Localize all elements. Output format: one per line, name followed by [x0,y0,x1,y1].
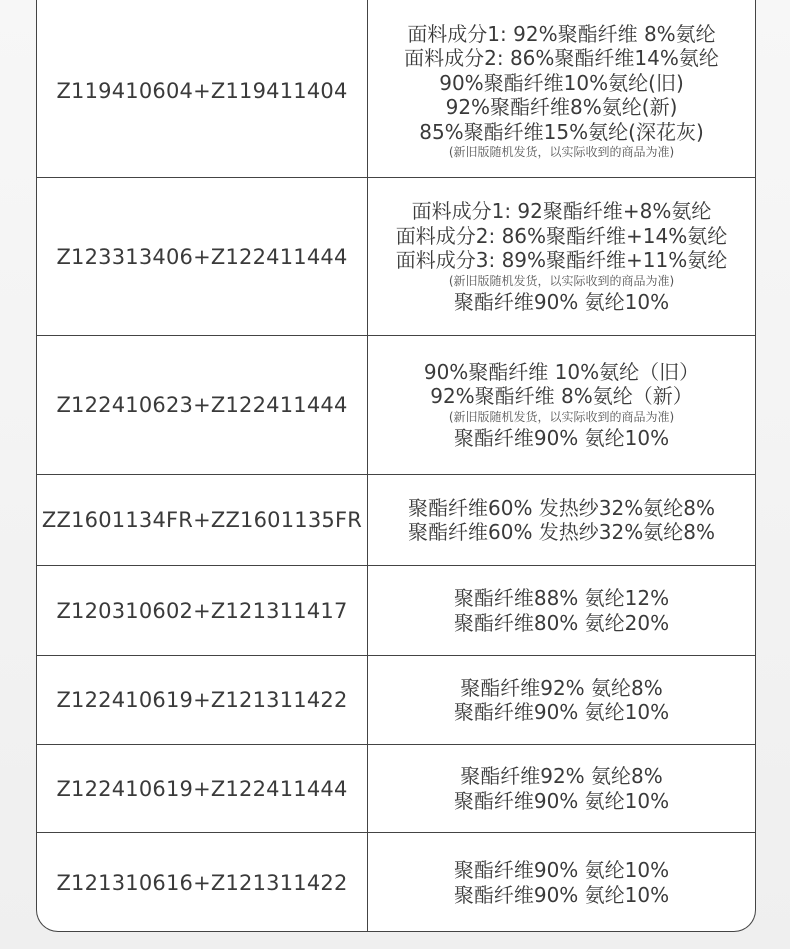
fabric-composition-cell [368,833,755,932]
table-row [37,745,755,833]
composition-line: 聚酯纤维90% 氨纶10% [453,882,670,907]
fabric-composition-cell [368,656,755,744]
composition-line: 聚酯纤维92% 氨纶8% [460,764,663,788]
composition-line: 聚酯纤维90% 氨纶10% [453,788,670,813]
composition-line: 面料成分2: 86%聚酯纤维+14%氨纶 [395,223,728,248]
composition-line: 面料成分1: 92%聚酯纤维 8%氨纶 [407,21,716,46]
model-number-cell: ZZ1601134FR+ZZ1601135FR [37,475,368,565]
fabric-composition-table [36,0,756,932]
model-number-cell: Z122410623+Z122411444 [37,336,368,474]
table-row [37,336,755,475]
table-row [37,566,755,656]
table-row [37,656,755,745]
composition-line: 聚酯纤维92% 氨纶8% [460,675,663,700]
composition-line: 聚酯纤维90% 氨纶10% [453,289,670,314]
fabric-composition-cell [368,336,755,474]
composition-line: 聚酯纤维90% 氨纶10% [453,858,670,882]
composition-line: 聚酯纤维90% 氨纶10% [453,425,670,450]
composition-line: 聚酯纤维60% 发热纱32%氨纶8% [408,520,715,544]
table-row [37,475,755,566]
fabric-composition-cell [368,745,755,832]
composition-line: 聚酯纤维80% 氨纶20% [453,610,670,635]
model-number-cell: Z120310602+Z121311417 [37,566,368,655]
table-row [37,0,755,178]
shipping-note: (新旧版随机发货，以实际收到的商品为准) [448,145,675,160]
shipping-note: (新旧版随机发货，以实际收到的商品为准) [448,273,675,288]
model-number-cell: Z122410619+Z121311422 [37,656,368,744]
table-row [37,178,755,336]
composition-line: 面料成分2: 86%聚酯纤维14%氨纶 [404,46,719,71]
composition-line: 聚酯纤维60% 发热纱32%氨纶8% [408,495,715,520]
composition-line: 面料成分3: 89%聚酯纤维+11%氨纶 [395,248,728,272]
shipping-note: (新旧版随机发货，以实际收到的商品为准) [448,409,675,424]
fabric-composition-cell [368,475,755,565]
table-row [37,833,755,932]
fabric-composition-cell [368,178,755,335]
composition-line: 92%聚酯纤维8%氨纶(新) [445,95,678,120]
model-number-cell: Z119410604+Z119411404 [37,0,368,177]
composition-line: 90%聚酯纤维10%氨纶(旧) [439,70,684,95]
model-number-cell: Z123313406+Z122411444 [37,178,368,335]
composition-line: 聚酯纤维90% 氨纶10% [453,700,670,724]
composition-line: 面料成分1: 92聚酯纤维+8%氨纶 [411,199,712,223]
composition-line: 85%聚酯纤维15%氨纶(深花灰) [419,119,704,144]
composition-line: 聚酯纤维88% 氨纶12% [453,586,670,610]
fabric-composition-cell [368,0,755,177]
model-number-cell: Z121310616+Z121311422 [37,833,368,932]
composition-line: 92%聚酯纤维 8%氨纶（新） [430,384,693,409]
composition-line: 90%聚酯纤维 10%氨纶（旧） [423,359,700,384]
fabric-composition-cell [368,566,755,655]
model-number-cell: Z122410619+Z122411444 [37,745,368,832]
